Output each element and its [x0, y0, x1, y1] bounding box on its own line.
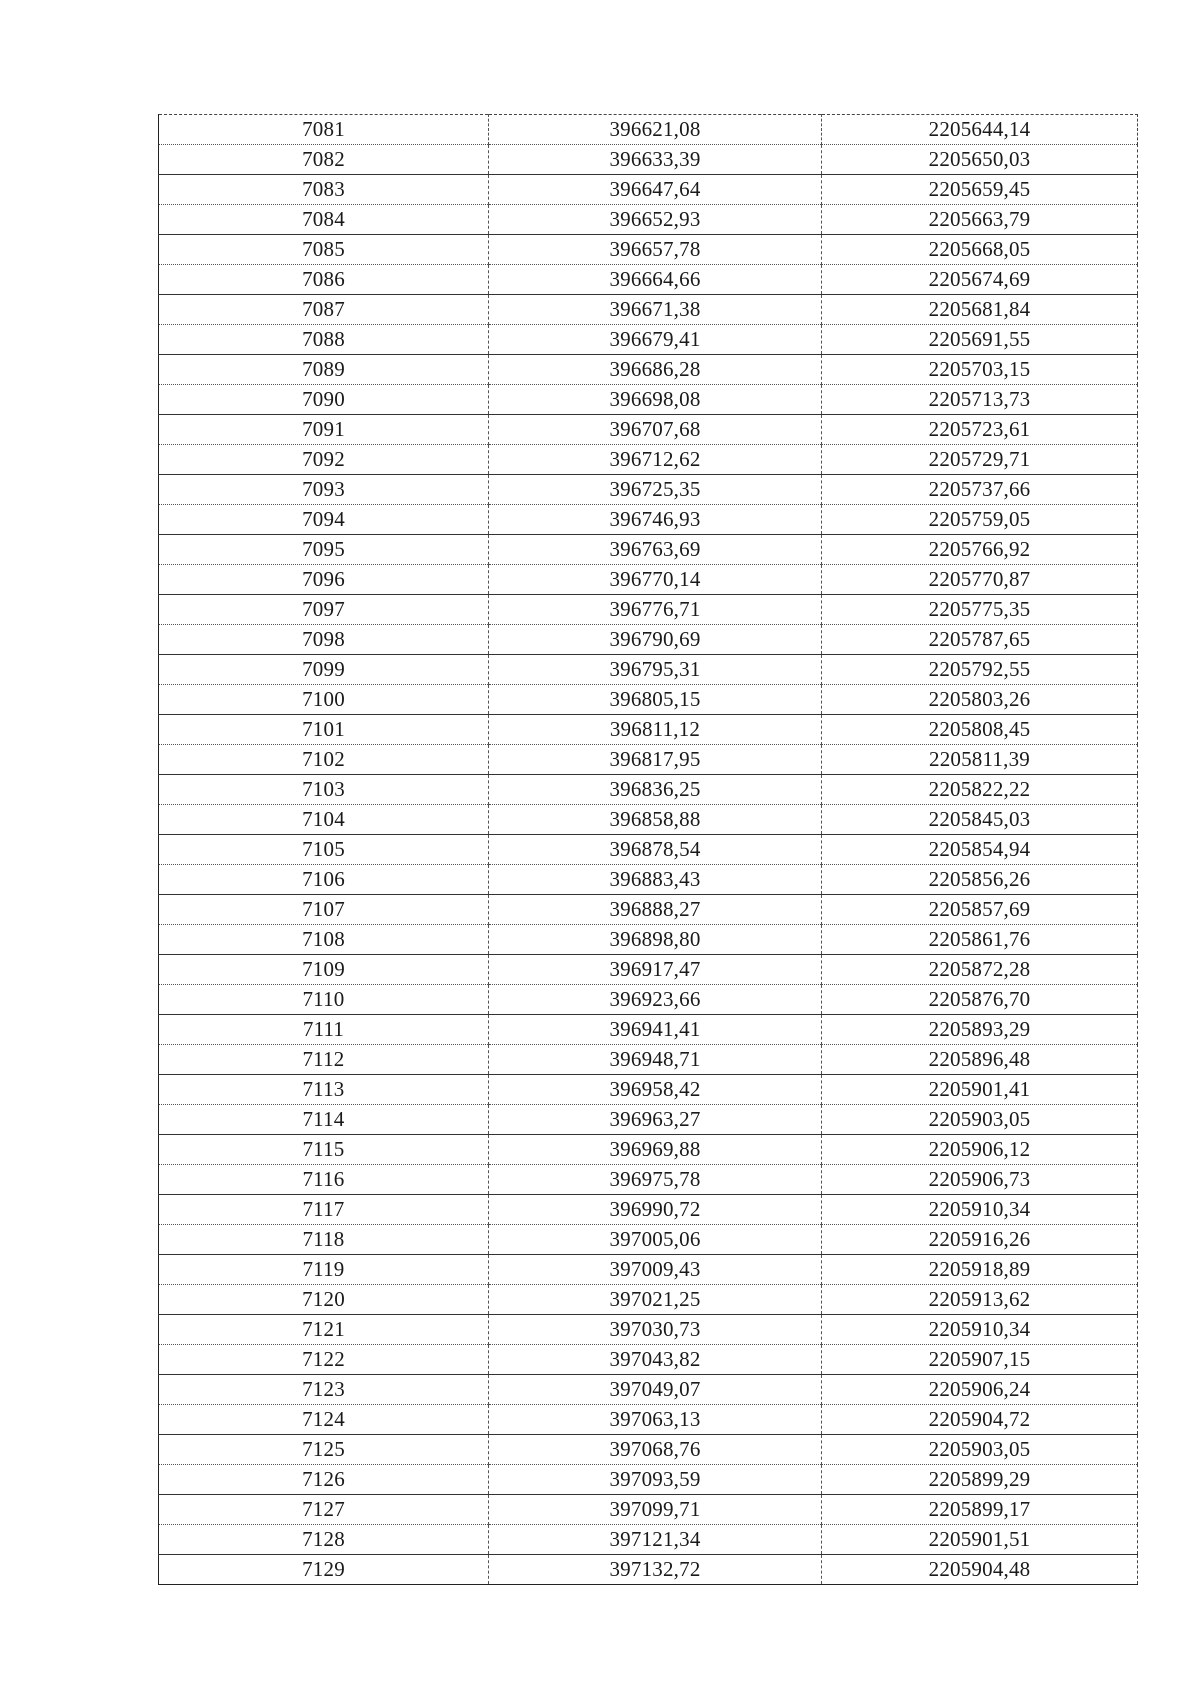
point-number-cell: 7120 [159, 1285, 489, 1315]
point-number-cell: 7089 [159, 355, 489, 385]
y-coordinate-cell: 2205910,34 [822, 1195, 1138, 1225]
x-coordinate-cell: 396707,68 [489, 415, 822, 445]
y-coordinate-cell: 2205792,55 [822, 655, 1138, 685]
x-coordinate-cell: 396883,43 [489, 865, 822, 895]
y-coordinate-cell: 2205918,89 [822, 1255, 1138, 1285]
y-coordinate-cell: 2205861,76 [822, 925, 1138, 955]
y-coordinate-cell: 2205896,48 [822, 1045, 1138, 1075]
table-row [159, 1015, 1138, 1045]
point-number-cell: 7126 [159, 1465, 489, 1495]
y-coordinate-cell: 2205901,51 [822, 1525, 1138, 1555]
table-row [159, 625, 1138, 655]
point-number-cell: 7094 [159, 505, 489, 535]
point-number-cell: 7108 [159, 925, 489, 955]
table-row [159, 205, 1138, 235]
point-number-cell: 7088 [159, 325, 489, 355]
x-coordinate-cell: 396836,25 [489, 775, 822, 805]
y-coordinate-cell: 2205787,65 [822, 625, 1138, 655]
x-coordinate-cell: 396969,88 [489, 1135, 822, 1165]
table-row [159, 685, 1138, 715]
table-row [159, 145, 1138, 175]
table-row [159, 1345, 1138, 1375]
y-coordinate-cell: 2205803,26 [822, 685, 1138, 715]
point-number-cell: 7090 [159, 385, 489, 415]
x-coordinate-cell: 396725,35 [489, 475, 822, 505]
table-row [159, 475, 1138, 505]
table-row [159, 985, 1138, 1015]
table-row [159, 235, 1138, 265]
y-coordinate-cell: 2205723,61 [822, 415, 1138, 445]
y-coordinate-cell: 2205668,05 [822, 235, 1138, 265]
point-number-cell: 7127 [159, 1495, 489, 1525]
x-coordinate-cell: 397099,71 [489, 1495, 822, 1525]
y-coordinate-cell: 2205906,24 [822, 1375, 1138, 1405]
y-coordinate-cell: 2205903,05 [822, 1105, 1138, 1135]
table-row [159, 1255, 1138, 1285]
x-coordinate-cell: 396817,95 [489, 745, 822, 775]
table-row [159, 1495, 1138, 1525]
table-row [159, 1045, 1138, 1075]
point-number-cell: 7116 [159, 1165, 489, 1195]
point-number-cell: 7121 [159, 1315, 489, 1345]
point-number-cell: 7111 [159, 1015, 489, 1045]
point-number-cell: 7112 [159, 1045, 489, 1075]
y-coordinate-cell: 2205899,17 [822, 1495, 1138, 1525]
table-row [159, 535, 1138, 565]
coordinates-table [158, 114, 1138, 1585]
x-coordinate-cell: 396805,15 [489, 685, 822, 715]
table-row [159, 775, 1138, 805]
x-coordinate-cell: 396790,69 [489, 625, 822, 655]
y-coordinate-cell: 2205856,26 [822, 865, 1138, 895]
y-coordinate-cell: 2205808,45 [822, 715, 1138, 745]
y-coordinate-cell: 2205845,03 [822, 805, 1138, 835]
y-coordinate-cell: 2205759,05 [822, 505, 1138, 535]
y-coordinate-cell: 2205737,66 [822, 475, 1138, 505]
table-row [159, 175, 1138, 205]
table-row [159, 265, 1138, 295]
table-row [159, 715, 1138, 745]
table-row [159, 925, 1138, 955]
point-number-cell: 7106 [159, 865, 489, 895]
point-number-cell: 7086 [159, 265, 489, 295]
point-number-cell: 7118 [159, 1225, 489, 1255]
x-coordinate-cell: 396763,69 [489, 535, 822, 565]
x-coordinate-cell: 396941,41 [489, 1015, 822, 1045]
x-coordinate-cell: 396963,27 [489, 1105, 822, 1135]
x-coordinate-cell: 396888,27 [489, 895, 822, 925]
x-coordinate-cell: 396657,78 [489, 235, 822, 265]
table-row [159, 1405, 1138, 1435]
x-coordinate-cell: 396898,80 [489, 925, 822, 955]
x-coordinate-cell: 396686,28 [489, 355, 822, 385]
table-row [159, 1285, 1138, 1315]
x-coordinate-cell: 396923,66 [489, 985, 822, 1015]
point-number-cell: 7087 [159, 295, 489, 325]
x-coordinate-cell: 397021,25 [489, 1285, 822, 1315]
point-number-cell: 7096 [159, 565, 489, 595]
x-coordinate-cell: 396633,39 [489, 145, 822, 175]
table-row [159, 355, 1138, 385]
x-coordinate-cell: 396746,93 [489, 505, 822, 535]
coordinates-table-body [159, 115, 1138, 1585]
y-coordinate-cell: 2205681,84 [822, 295, 1138, 325]
table-row [159, 1465, 1138, 1495]
point-number-cell: 7097 [159, 595, 489, 625]
point-number-cell: 7123 [159, 1375, 489, 1405]
x-coordinate-cell: 396652,93 [489, 205, 822, 235]
table-row [159, 565, 1138, 595]
x-coordinate-cell: 396671,38 [489, 295, 822, 325]
table-row [159, 805, 1138, 835]
x-coordinate-cell: 397068,76 [489, 1435, 822, 1465]
x-coordinate-cell: 396878,54 [489, 835, 822, 865]
x-coordinate-cell: 397009,43 [489, 1255, 822, 1285]
point-number-cell: 7100 [159, 685, 489, 715]
y-coordinate-cell: 2205893,29 [822, 1015, 1138, 1045]
y-coordinate-cell: 2205663,79 [822, 205, 1138, 235]
point-number-cell: 7081 [159, 115, 489, 145]
y-coordinate-cell: 2205906,73 [822, 1165, 1138, 1195]
point-number-cell: 7091 [159, 415, 489, 445]
point-number-cell: 7124 [159, 1405, 489, 1435]
x-coordinate-cell: 396858,88 [489, 805, 822, 835]
x-coordinate-cell: 397132,72 [489, 1555, 822, 1585]
table-row [159, 1315, 1138, 1345]
x-coordinate-cell: 397005,06 [489, 1225, 822, 1255]
point-number-cell: 7084 [159, 205, 489, 235]
y-coordinate-cell: 2205872,28 [822, 955, 1138, 985]
point-number-cell: 7103 [159, 775, 489, 805]
table-row [159, 955, 1138, 985]
y-coordinate-cell: 2205857,69 [822, 895, 1138, 925]
x-coordinate-cell: 397043,82 [489, 1345, 822, 1375]
y-coordinate-cell: 2205910,34 [822, 1315, 1138, 1345]
x-coordinate-cell: 396948,71 [489, 1045, 822, 1075]
table-row [159, 745, 1138, 775]
y-coordinate-cell: 2205901,41 [822, 1075, 1138, 1105]
x-coordinate-cell: 396770,14 [489, 565, 822, 595]
table-row [159, 1075, 1138, 1105]
y-coordinate-cell: 2205650,03 [822, 145, 1138, 175]
x-coordinate-cell: 396647,64 [489, 175, 822, 205]
x-coordinate-cell: 396811,12 [489, 715, 822, 745]
x-coordinate-cell: 396679,41 [489, 325, 822, 355]
y-coordinate-cell: 2205913,62 [822, 1285, 1138, 1315]
y-coordinate-cell: 2205916,26 [822, 1225, 1138, 1255]
table-row [159, 1555, 1138, 1585]
point-number-cell: 7082 [159, 145, 489, 175]
table-row [159, 115, 1138, 145]
point-number-cell: 7092 [159, 445, 489, 475]
x-coordinate-cell: 396712,62 [489, 445, 822, 475]
x-coordinate-cell: 396698,08 [489, 385, 822, 415]
x-coordinate-cell: 396975,78 [489, 1165, 822, 1195]
y-coordinate-cell: 2205876,70 [822, 985, 1138, 1015]
y-coordinate-cell: 2205674,69 [822, 265, 1138, 295]
point-number-cell: 7093 [159, 475, 489, 505]
point-number-cell: 7128 [159, 1525, 489, 1555]
point-number-cell: 7122 [159, 1345, 489, 1375]
point-number-cell: 7095 [159, 535, 489, 565]
y-coordinate-cell: 2205811,39 [822, 745, 1138, 775]
point-number-cell: 7104 [159, 805, 489, 835]
table-row [159, 1195, 1138, 1225]
table-row [159, 1435, 1138, 1465]
x-coordinate-cell: 396621,08 [489, 115, 822, 145]
table-row [159, 1105, 1138, 1135]
x-coordinate-cell: 397121,34 [489, 1525, 822, 1555]
x-coordinate-cell: 396917,47 [489, 955, 822, 985]
table-row [159, 385, 1138, 415]
y-coordinate-cell: 2205770,87 [822, 565, 1138, 595]
point-number-cell: 7107 [159, 895, 489, 925]
table-row [159, 595, 1138, 625]
point-number-cell: 7125 [159, 1435, 489, 1465]
point-number-cell: 7117 [159, 1195, 489, 1225]
point-number-cell: 7105 [159, 835, 489, 865]
y-coordinate-cell: 2205907,15 [822, 1345, 1138, 1375]
x-coordinate-cell: 397063,13 [489, 1405, 822, 1435]
x-coordinate-cell: 396664,66 [489, 265, 822, 295]
y-coordinate-cell: 2205691,55 [822, 325, 1138, 355]
x-coordinate-cell: 396958,42 [489, 1075, 822, 1105]
point-number-cell: 7098 [159, 625, 489, 655]
y-coordinate-cell: 2205903,05 [822, 1435, 1138, 1465]
y-coordinate-cell: 2205713,73 [822, 385, 1138, 415]
table-row [159, 835, 1138, 865]
table-row [159, 505, 1138, 535]
table-row [159, 325, 1138, 355]
point-number-cell: 7085 [159, 235, 489, 265]
y-coordinate-cell: 2205703,15 [822, 355, 1138, 385]
y-coordinate-cell: 2205766,92 [822, 535, 1138, 565]
y-coordinate-cell: 2205906,12 [822, 1135, 1138, 1165]
y-coordinate-cell: 2205854,94 [822, 835, 1138, 865]
x-coordinate-cell: 396776,71 [489, 595, 822, 625]
table-row [159, 1225, 1138, 1255]
point-number-cell: 7099 [159, 655, 489, 685]
point-number-cell: 7115 [159, 1135, 489, 1165]
y-coordinate-cell: 2205899,29 [822, 1465, 1138, 1495]
y-coordinate-cell: 2205644,14 [822, 115, 1138, 145]
y-coordinate-cell: 2205904,48 [822, 1555, 1138, 1585]
point-number-cell: 7101 [159, 715, 489, 745]
table-row [159, 1525, 1138, 1555]
y-coordinate-cell: 2205822,22 [822, 775, 1138, 805]
point-number-cell: 7113 [159, 1075, 489, 1105]
table-row [159, 895, 1138, 925]
y-coordinate-cell: 2205659,45 [822, 175, 1138, 205]
table-row [159, 445, 1138, 475]
y-coordinate-cell: 2205729,71 [822, 445, 1138, 475]
x-coordinate-cell: 397030,73 [489, 1315, 822, 1345]
point-number-cell: 7083 [159, 175, 489, 205]
point-number-cell: 7109 [159, 955, 489, 985]
y-coordinate-cell: 2205775,35 [822, 595, 1138, 625]
x-coordinate-cell: 397049,07 [489, 1375, 822, 1405]
table-row [159, 865, 1138, 895]
table-row [159, 1375, 1138, 1405]
table-row [159, 295, 1138, 325]
point-number-cell: 7110 [159, 985, 489, 1015]
point-number-cell: 7102 [159, 745, 489, 775]
table-row [159, 415, 1138, 445]
x-coordinate-cell: 396795,31 [489, 655, 822, 685]
x-coordinate-cell: 397093,59 [489, 1465, 822, 1495]
point-number-cell: 7114 [159, 1105, 489, 1135]
point-number-cell: 7119 [159, 1255, 489, 1285]
y-coordinate-cell: 2205904,72 [822, 1405, 1138, 1435]
table-row [159, 1135, 1138, 1165]
point-number-cell: 7129 [159, 1555, 489, 1585]
table-row [159, 1165, 1138, 1195]
x-coordinate-cell: 396990,72 [489, 1195, 822, 1225]
table-row [159, 655, 1138, 685]
